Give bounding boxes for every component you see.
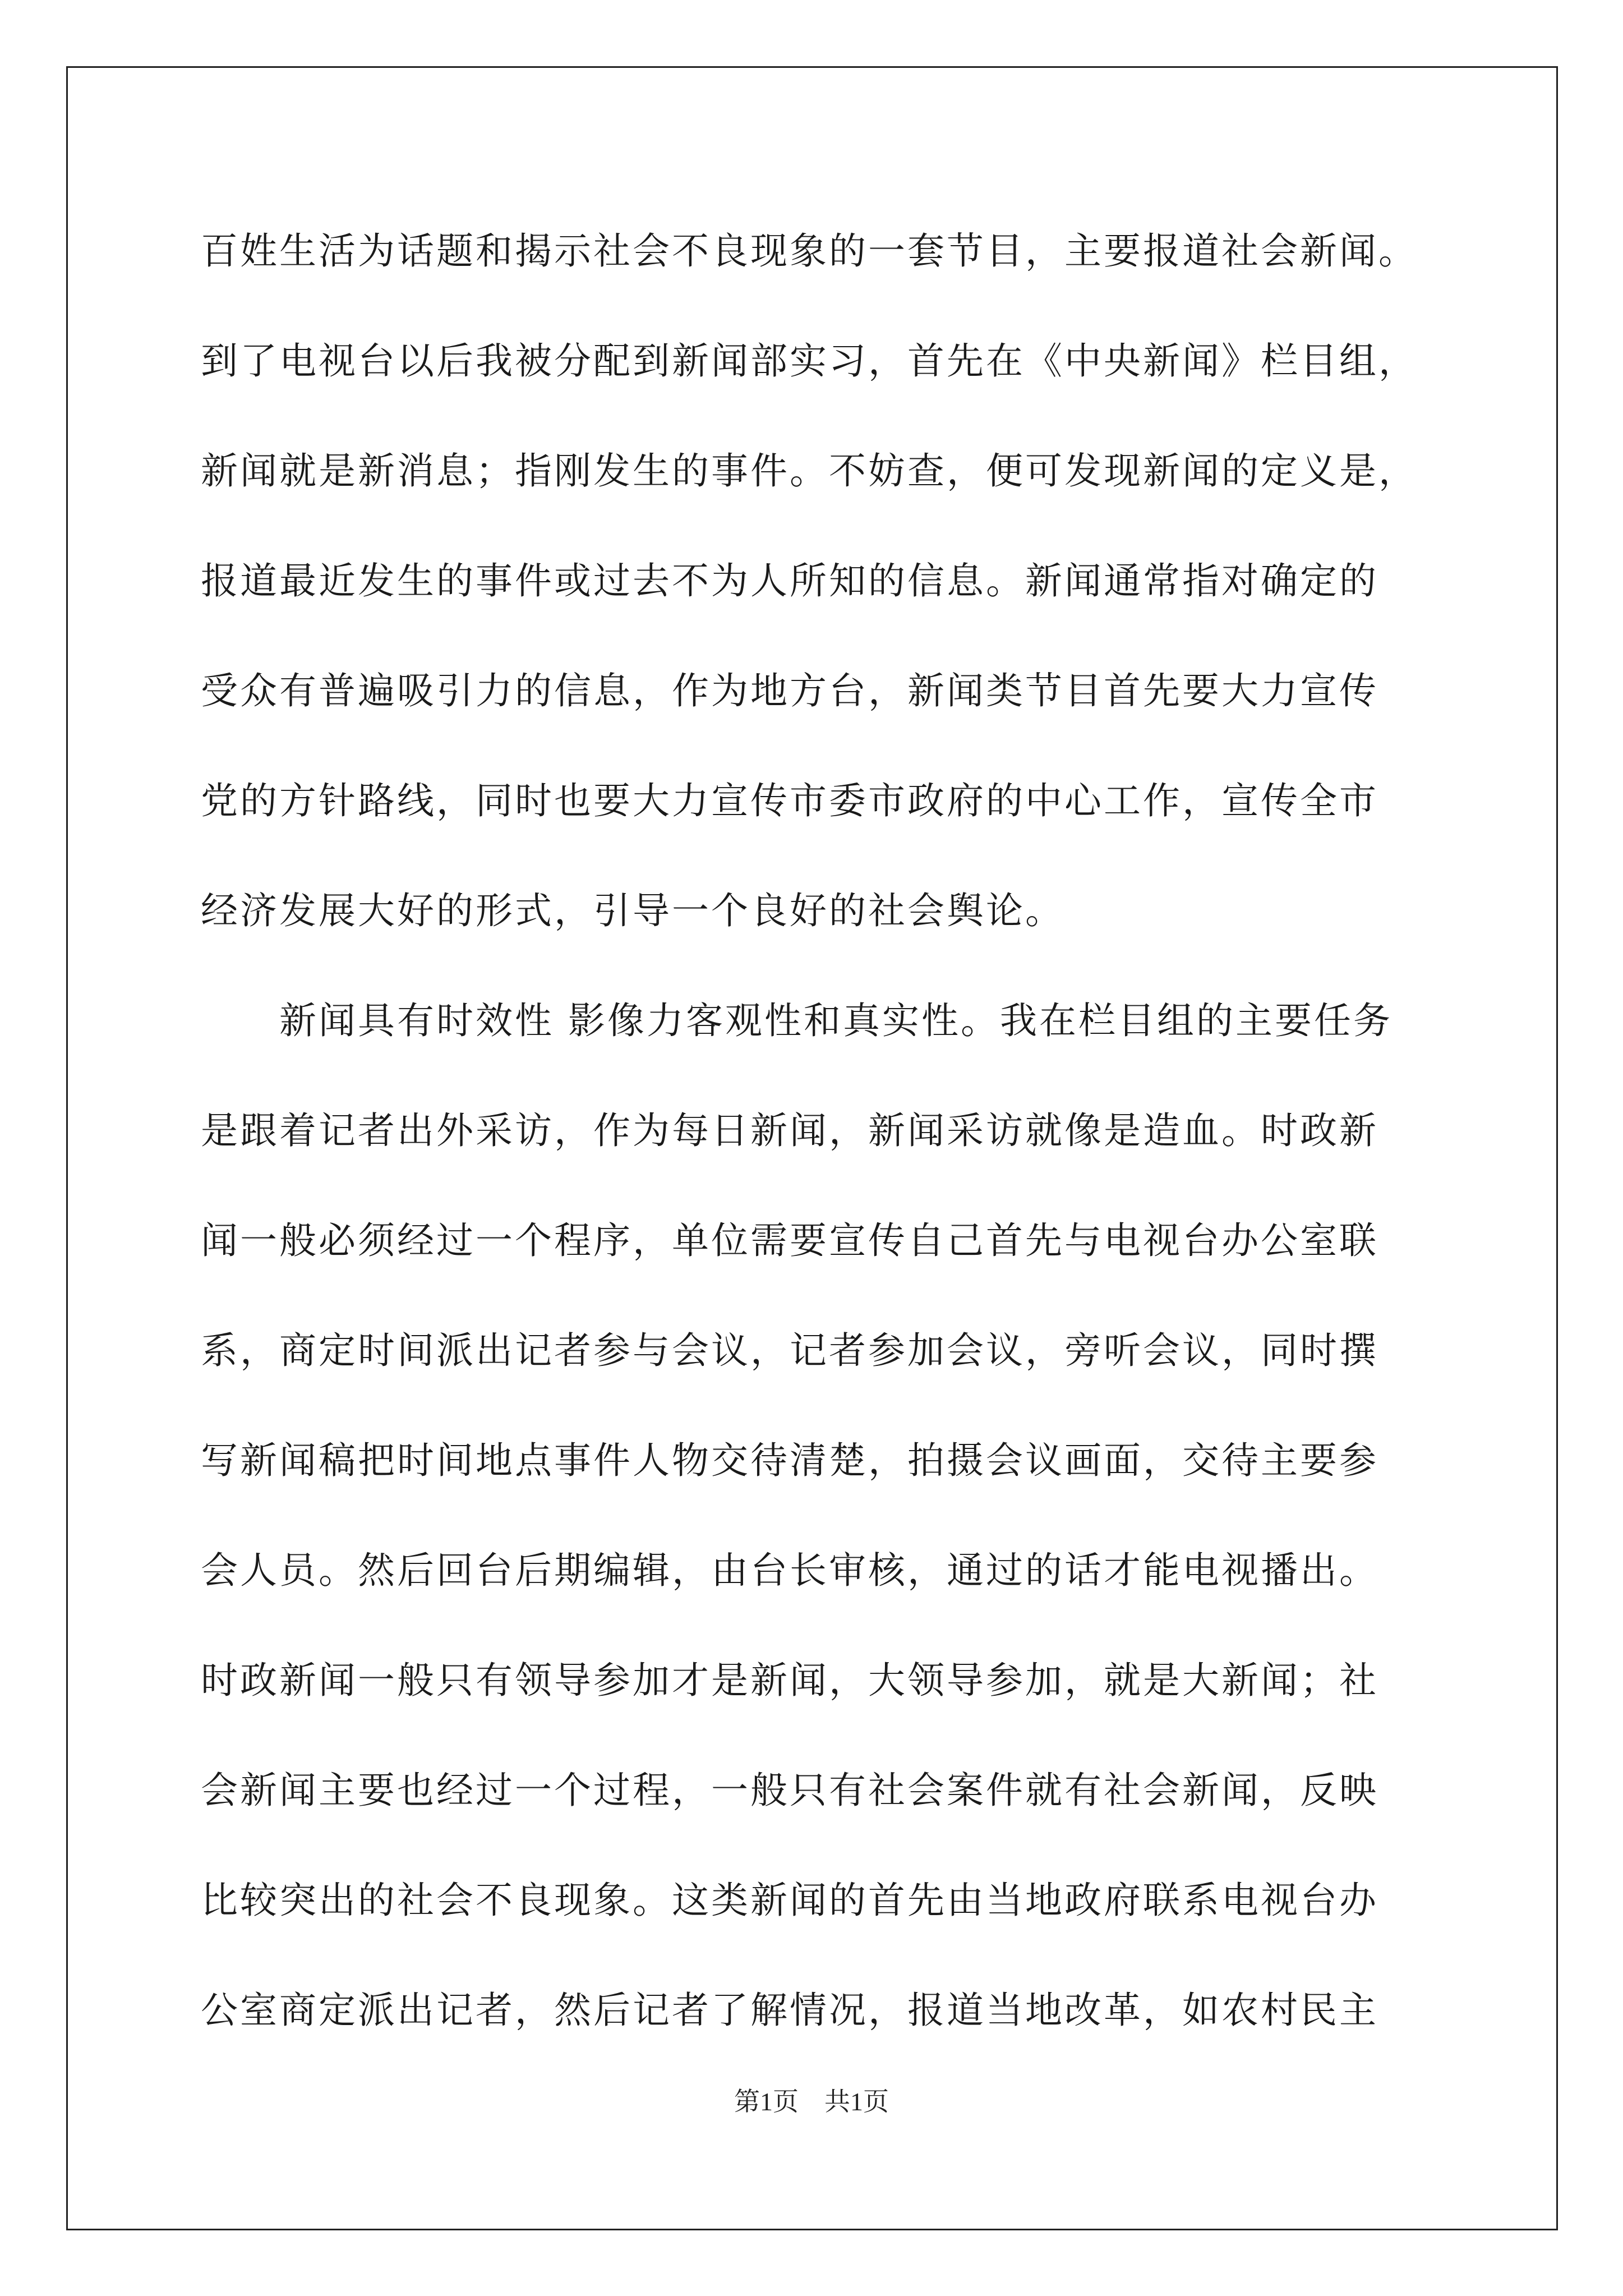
body-line: 系，商定时间派出记者参与会议，记者参加会议，旁听会议，同时撰 xyxy=(201,1329,1378,1372)
body-line: 新闻就是新消息；指刚发生的事件。不妨查，便可发现新闻的定义是， xyxy=(201,449,1418,493)
body-line: 党的方针路线，同时也要大力宣传市委市政府的中心工作，宣传全市 xyxy=(201,779,1378,822)
body-line: 到了电视台以后我被分配到新闻部实习，首先在《中央新闻》栏目组， xyxy=(201,339,1418,383)
body-line: 写新闻稿把时间地点事件人物交待清楚，拍摄会议画面，交待主要参 xyxy=(201,1439,1378,1482)
body-line: 比较突出的社会不良现象。这类新闻的首先由当地政府联系电视台办 xyxy=(201,1879,1378,1922)
body-line: 经济发展大好的形式，引导一个良好的社会舆论。 xyxy=(201,889,1064,932)
page-number-footer: 第1页 共1页 xyxy=(734,2087,889,2116)
paragraph-start-line: 新闻具有时效性 影像力客观性和真实性。我在栏目组的主要任务 xyxy=(279,999,1393,1042)
body-line: 是跟着记者出外采访，作为每日新闻，新闻采访就像是造血。时政新 xyxy=(201,1109,1378,1152)
body-line: 会人员。然后回台后期编辑，由台长审核，通过的话才能电视播出。 xyxy=(201,1549,1378,1592)
body-line: 百姓生活为话题和揭示社会不良现象的一套节目，主要报道社会新闻。 xyxy=(201,229,1418,273)
document-body xyxy=(201,196,1457,2065)
body-line: 会新闻主要也经过一个过程，一般只有社会案件就有社会新闻，反映 xyxy=(201,1769,1378,1812)
body-line: 报道最近发生的事件或过去不为人所知的信息。新闻通常指对确定的 xyxy=(201,559,1378,602)
body-line: 时政新闻一般只有领导参加才是新闻，大领导参加，就是大新闻；社 xyxy=(201,1659,1378,1702)
body-line: 公室商定派出记者，然后记者了解情况，报道当地改革，如农村民主 xyxy=(201,1989,1378,2032)
body-line: 闻一般必须经过一个程序，单位需要宣传自己首先与电视台办公室联 xyxy=(201,1219,1378,1262)
body-line: 受众有普遍吸引力的信息，作为地方台，新闻类节目首先要大力宣传 xyxy=(201,669,1378,712)
